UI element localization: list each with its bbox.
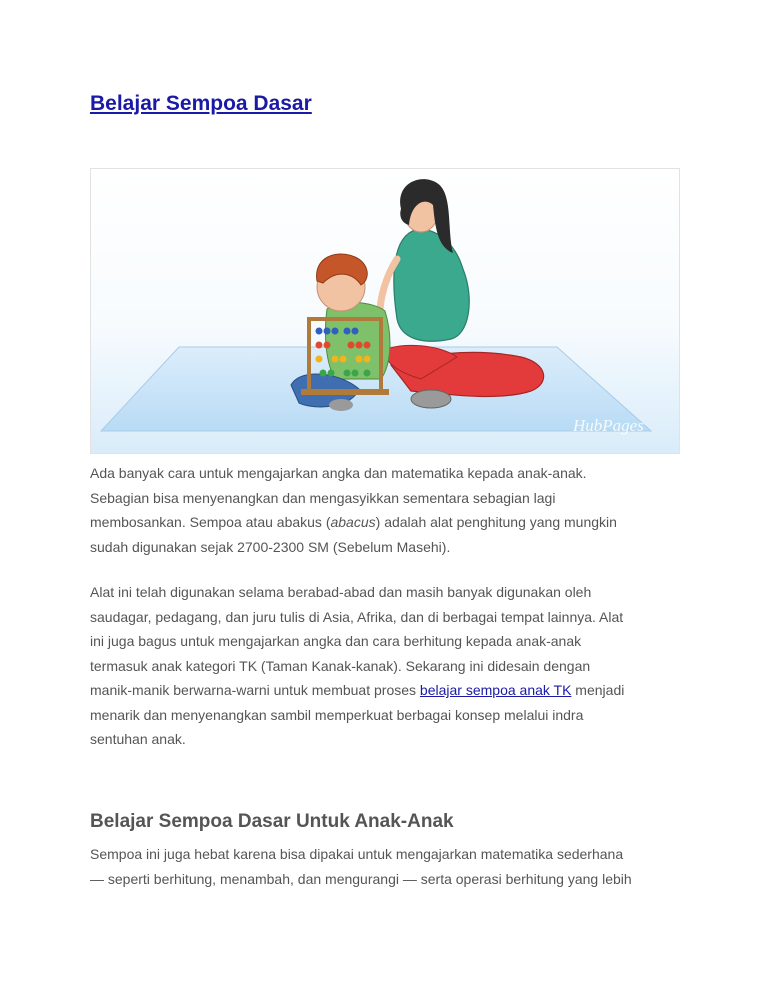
text-line: Alat ini telah digunakan selama berabad-abad dan masih banyak digunakan oleh <box>90 584 592 600</box>
text-line: Sempoa ini juga hebat karena bisa dipakai untuk mengajarkan matematika sederhana <box>90 846 624 862</box>
text-line <box>90 678 680 703</box>
paragraph-intro <box>90 461 680 559</box>
paragraph-history <box>90 580 680 752</box>
text-line: — seperti berhitung, menambah, dan mengurangi — serta operasi berhitung yang lebih <box>90 870 632 887</box>
italic-term: abacus <box>330 514 376 530</box>
illustration-figure <box>90 168 680 454</box>
text-line: ini juga bagus untuk mengajarkan angka dan cara berhitung kepada anak-anak <box>90 633 582 649</box>
text-line: Ada banyak cara untuk mengajarkan angka dan matematika kepada anak-anak. <box>90 465 587 481</box>
mother-child-abacus-illustration <box>91 169 679 453</box>
page-title[interactable]: Belajar Sempoa Dasar <box>90 92 312 115</box>
text-line: menarik dan menyenangkan sambil memperkuat berbagai konsep melalui indra <box>90 706 584 723</box>
text-segment: membosankan. Sempoa atau abakus ( <box>90 514 331 530</box>
text-line: sudah digunakan sejak 2700-2300 SM (Sebelum Masehi). <box>90 538 451 555</box>
text-line: saudagar, pedagang, dan juru tulis di Asia, Afrika, dan di berbagai tempat lainnya. Alat <box>90 608 624 625</box>
text-line: sentuhan anak. <box>90 731 186 747</box>
text-segment: manik-manik berwarna-warni untuk membuat proses <box>90 682 420 698</box>
hubpages-watermark: HubPages <box>573 416 644 435</box>
text-line: Sebagian bisa menyenangkan dan mengasyikkan sementara sebagian lagi <box>90 489 556 506</box>
section-heading: Belajar Sempoa Dasar Untuk Anak-Anak <box>90 811 454 832</box>
text-line <box>90 510 680 535</box>
sempoa-tk-link[interactable]: belajar sempoa anak TK <box>419 682 572 698</box>
text-line: termasuk anak kategori TK (Taman Kanak-kanak). Sekarang ini didesain dengan <box>90 657 591 674</box>
text-segment: menjadi <box>571 682 625 698</box>
text-segment: ) adalah alat penghitung yang mungkin <box>375 514 617 530</box>
paragraph-section <box>90 842 680 891</box>
